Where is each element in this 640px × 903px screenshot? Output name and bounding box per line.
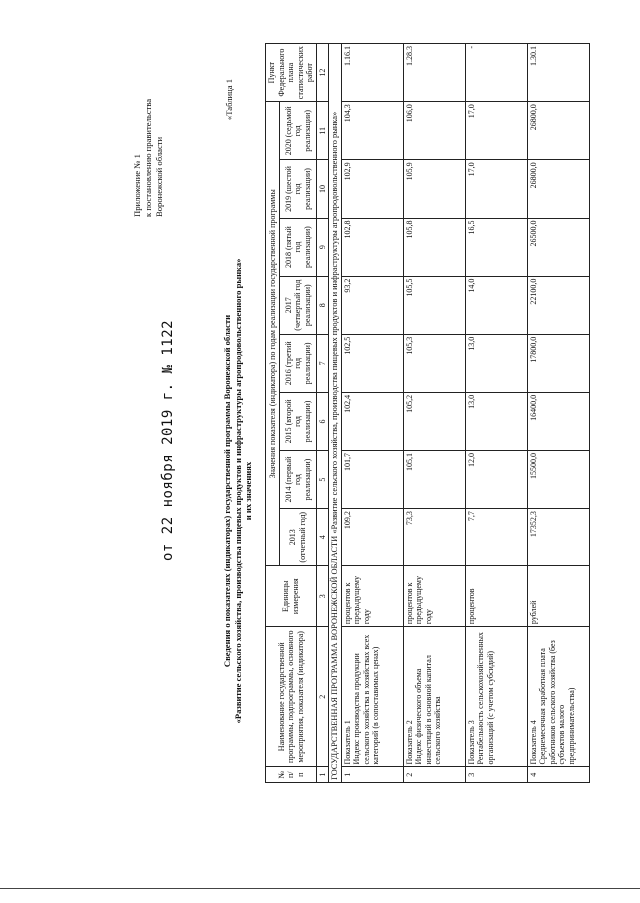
- header-year: 2020 (седьмой год реализации): [280, 102, 316, 160]
- row-value: 105,3: [403, 334, 465, 392]
- appendix-line-3: Воронежской области: [154, 136, 164, 217]
- row-value: 16,5: [465, 218, 527, 276]
- table-row: [527, 44, 589, 783]
- row-value: 104,3: [341, 102, 403, 160]
- header-year: 2017 (четвертый год реализации): [280, 276, 316, 334]
- decree-date-stamp: от 22 ноября 2019 г. № 1122: [160, 319, 176, 561]
- header-values: Значения показателя (индикатора) по годам реализации государственной программы: [266, 102, 280, 566]
- row-value: 105,1: [403, 451, 465, 509]
- column-index: 10: [316, 160, 329, 218]
- column-index: 5: [316, 451, 329, 509]
- row-value: 12,0: [465, 451, 527, 509]
- appendix-note: [132, 67, 165, 217]
- rotated-document-page: [32, 31, 576, 871]
- row-value: 13,0: [465, 392, 527, 450]
- row-unit: процентов к предыдущему году: [341, 566, 403, 627]
- header-year: 2019 (шестой год реализации): [280, 160, 316, 218]
- appendix-line-1: Приложение № 1: [132, 154, 142, 217]
- row-indicator-name: Показатель 2 Индекс физического объема инвестиций в основной капитал сельского хозяйства: [403, 627, 465, 767]
- row-value: 102,5: [341, 334, 403, 392]
- row-value: 22100,0: [527, 276, 589, 334]
- table-row: [341, 44, 403, 783]
- row-value: 106,0: [403, 102, 465, 160]
- row-num: 3: [465, 767, 527, 783]
- row-indicator-name: Показатель 4 Среднемесячная заработная плата работников сельского хозяйства (без субъектов малого предпринимательства): [527, 627, 589, 767]
- title-line-1: Сведения о показателях (индикаторах) государственной программы Воронежской области: [222, 314, 232, 668]
- row-plan-item: -: [465, 44, 527, 102]
- column-index: 11: [316, 102, 329, 160]
- row-value: 14,0: [465, 276, 527, 334]
- row-value: 101,7: [341, 451, 403, 509]
- table-label: «Таблица 1: [224, 79, 234, 121]
- column-index: 4: [316, 509, 329, 566]
- header-num: № п/п: [266, 767, 317, 783]
- row-value: 105,5: [403, 276, 465, 334]
- column-index: 1: [316, 767, 329, 783]
- column-index: 2: [316, 627, 329, 767]
- indicator-rows: [341, 44, 589, 783]
- row-value: 7,7: [465, 509, 527, 566]
- row-value: 17352,3: [527, 509, 589, 566]
- title-line-3: и их значениях: [243, 461, 253, 521]
- row-indicator-name: Показатель 1 Индекс производства продукции сельского хозяйства в хозяйствах всех категорий (в сопоставимых ценах): [341, 627, 403, 767]
- row-value: 102,4: [341, 392, 403, 450]
- row-value: 13,0: [465, 334, 527, 392]
- row-value: 102,8: [341, 218, 403, 276]
- header-plan: Пункт Федерального плана статистических работ: [266, 44, 317, 102]
- column-index: 12: [316, 44, 329, 102]
- column-index: 3: [316, 566, 329, 627]
- row-value: 26800,0: [527, 160, 589, 218]
- row-unit: процентов к предыдущему году: [403, 566, 465, 627]
- header-year: 2015 (второй год реализации): [280, 392, 316, 450]
- header-name: Наименование государственной программы, подпрограммы, основного мероприятия, показателя (индикатора): [266, 627, 317, 767]
- row-value: 105,9: [403, 160, 465, 218]
- column-index: 9: [316, 218, 329, 276]
- column-index-row: [316, 44, 329, 783]
- row-value: 105,8: [403, 218, 465, 276]
- row-value: 105,2: [403, 392, 465, 450]
- row-value: 109,2: [341, 509, 403, 566]
- row-value: 17800,0: [527, 334, 589, 392]
- row-num: 1: [341, 767, 403, 783]
- row-plan-item: 1.30.1: [527, 44, 589, 102]
- row-unit: процентов: [465, 566, 527, 627]
- appendix-line-2: к постановлению правительства: [143, 98, 153, 217]
- row-value: 17,0: [465, 102, 527, 160]
- column-index: 8: [316, 276, 329, 334]
- table-row: [403, 44, 465, 783]
- row-value: 102,9: [341, 160, 403, 218]
- row-value: 73,3: [403, 509, 465, 566]
- section-title: ГОСУДАРСТВЕННАЯ ПРОГРАММА ВОРОНЕЖСКОЙ ОБЛАСТИ «Развитие сельского хозяйства, производства пищевых продуктов и инфраструктуры агропродовольственного рынка»: [329, 44, 342, 783]
- row-num: 4: [527, 767, 589, 783]
- indicators-table: [265, 43, 590, 783]
- row-value: 26500,0: [527, 218, 589, 276]
- column-index: 6: [316, 392, 329, 450]
- header-year: 2018 (пятый год реализации): [280, 218, 316, 276]
- row-value: 26800,0: [527, 102, 589, 160]
- row-num: 2: [403, 767, 465, 783]
- title-line-2: «Развитие сельского хозяйства, производства пищевых продуктов и инфраструктуры агропродовольственного рынка»: [232, 258, 243, 724]
- row-unit: рублей: [527, 566, 589, 627]
- header-year: 2014 (первый год реализации): [280, 451, 316, 509]
- row-plan-item: 1.16.1: [341, 44, 403, 102]
- header-year: 2013 (отчетный год): [280, 509, 316, 566]
- row-value: 16400,0: [527, 392, 589, 450]
- table-row: [465, 44, 527, 783]
- column-index: 7: [316, 334, 329, 392]
- scan-bottom-edge: [0, 888, 640, 889]
- header-unit: Единицы измерения: [266, 566, 317, 627]
- document-title: [222, 211, 254, 771]
- row-value: 93,2: [341, 276, 403, 334]
- header-year: 2016 (третий год реализации): [280, 334, 316, 392]
- row-indicator-name: Показатель 3 Рентабельность сельскохозяйственных организаций (с учетом субсидий): [465, 627, 527, 767]
- row-value: 15500,0: [527, 451, 589, 509]
- row-value: 17,0: [465, 160, 527, 218]
- row-plan-item: 1.28.3: [403, 44, 465, 102]
